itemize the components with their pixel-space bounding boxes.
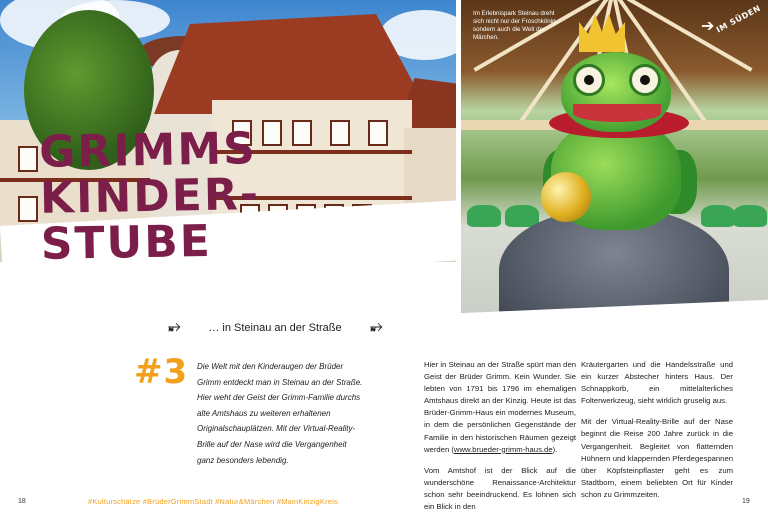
museum-link[interactable]: www.brueder-grimm-haus.de	[453, 444, 553, 454]
body-paragraph: Mit der Virtual-Reality-Brille auf der Nase beginnt die Reise 200 Jahre zurück in die Vergangenheit. Begleitet von flatternden Hühnern und klappernden Pferdegespannen über Köpfsteinpflaster geht es zum Stadtborn, einem beliebten Ort für Kinder schon zu Grimmzeiten.	[581, 417, 733, 499]
body-paragraph: Kräutergarten und die Handelsstraße und ein kurzer Abstecher hinters Haus. Der Schnappkorb, ein mittelalterliches Folterwerkzeug, sieht wirklich gruselig aus.	[581, 360, 733, 406]
headline-line-2: KINDER-	[39, 169, 261, 224]
hashtags: #Kulturschätze #BrüderGrimmStadt #Natur&Märchen #MainKinzigKreis	[88, 497, 338, 506]
body-paragraph: Vom Amtshof ist der Blick auf die wunderschöne Renaissance-Architektur schon sehr beeindruckend. Es lohnen sich ein Blick in den	[424, 465, 576, 512]
intro-text: Die Welt mit den Kinderaugen der Brüder Grimm entdeckt man in Steinau an der Straße. Hier weht der Geist der Grimm-Familie durchs alte Amtshaus zu weiteren erhaltenen Originalschauplätzen. Mit der Virtual-Reality-Brille auf der Nase wird die Vergangenheit ganz besonders lebendig.	[197, 362, 363, 465]
golden-ball	[541, 172, 591, 222]
decor-lines-left-icon: ⥵	[168, 318, 181, 335]
region-badge-label: IM SÜDEN	[714, 3, 763, 35]
photo-caption: Im Erlebnispark Steinau dreht sich nicht nur der Froschkönig, sondern auch die Welt der Märchen.	[473, 10, 558, 41]
region-badge	[697, 3, 767, 44]
subheading: … in Steinau an der Straße	[208, 322, 342, 334]
body-paragraph: Hier in Steinau an der Straße spürt man den Geist der Brüder Grimm. Kein Wunder. Sie lebten von 1791 bis 1796 im ehemaligen Amtshaus direkt an der Kinzig. Heute ist das Brüder-Grimm-Haus ein modernes Museum, in dem die persönlichen Gegenstände der Familie in den historischen Räumen gezeigt werden (www.brueder-grimm-haus.de).	[424, 360, 576, 454]
headline-line-3: STUBE	[40, 215, 213, 270]
froschkoenig-photo	[461, 0, 768, 325]
arrow-icon: ➔	[701, 16, 715, 35]
page-number-left: 18	[18, 498, 26, 505]
headline	[38, 123, 261, 270]
decor-lines-right-icon: ⥵	[370, 318, 383, 335]
page-number-right: 19	[742, 498, 750, 505]
headline-line-1: GRIMMS	[38, 123, 258, 178]
body-column-2	[581, 359, 733, 510]
article-number: #3	[134, 352, 189, 392]
body-column-1	[424, 359, 576, 522]
